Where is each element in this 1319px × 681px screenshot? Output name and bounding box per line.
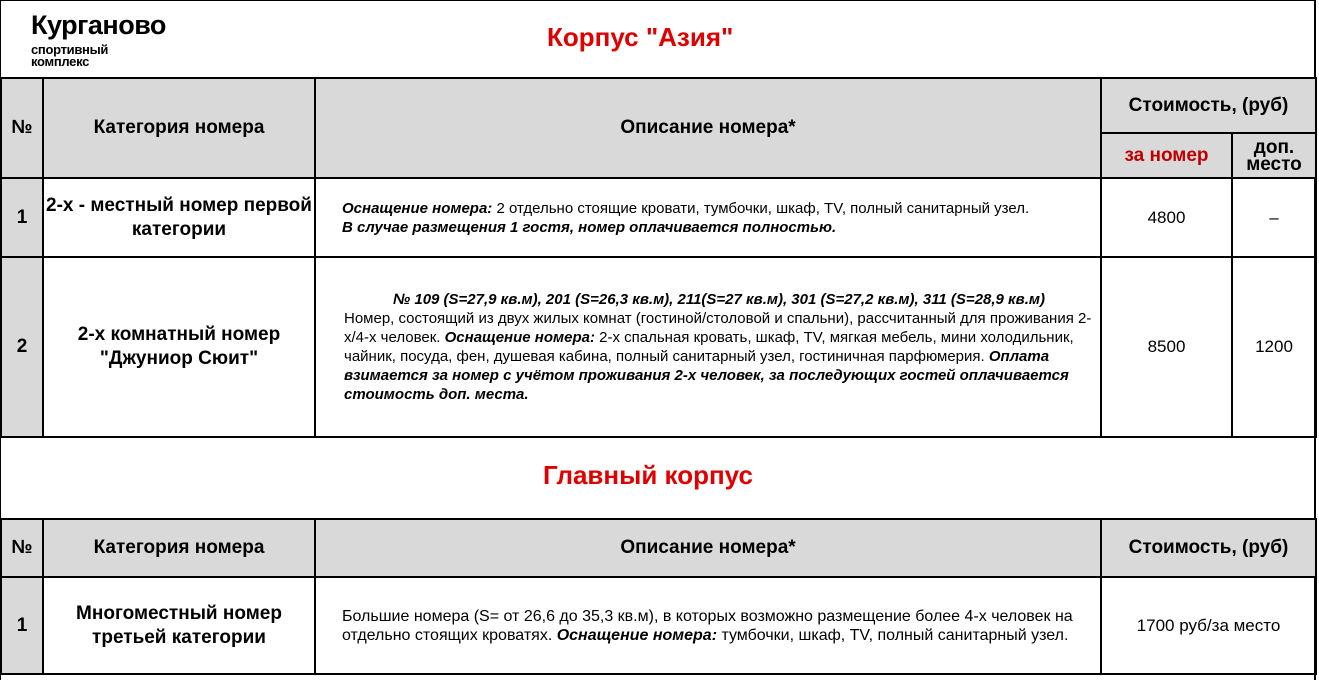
desc-bold: Оснащение номера: (342, 199, 493, 217)
section-title-main: Главный корпус (543, 460, 753, 490)
row-description (315, 178, 1101, 257)
desc-bold-note: В случае размещения 1 гостя, номер оплачивается полностью. (342, 218, 837, 236)
header-cost: Стоимость, (руб) (1101, 519, 1316, 577)
header-description: Описание номера* (315, 78, 1101, 178)
header-category: Категория номера (43, 519, 315, 577)
row-category: Многоместный номер третьей категории (43, 577, 315, 674)
desc-text: Номер, состоящий из двух жилых комнат (гостиной/столовой и спальни), рассчитанный для проживания 2-х/4-х человек. (344, 310, 1092, 346)
logo-name: Курганово (31, 10, 166, 40)
table-row (1, 577, 1316, 674)
row-num: 1 (1, 577, 43, 674)
desc-text-2: тумбочки, шкаф, TV, полный санитарный узел. (717, 626, 1069, 644)
logo-subtitle-2: комплекс (31, 54, 90, 69)
row-num: 2 (1, 257, 43, 437)
desc-text-2: 2-х спальная кровать, шкаф, TV, мягкая мебель, мини холодильник, чайник, посуда, фен, душевая кабина, полный санитарный узел, гостиничная парфюмерия. (344, 329, 1074, 365)
desc-text: Большие номера (S= от 26,6 до 35,3 кв.м), в которых возможно размещение более 4-х человек на отдельно стоящих кроватях. (342, 607, 1073, 644)
header-num: № (1, 519, 43, 577)
header-category: Категория номера (43, 78, 315, 178)
header-num: № (1, 78, 43, 178)
table-header-row (1, 519, 1316, 577)
table-row (1, 178, 1316, 257)
row-category: 2-х комнатный номер "Джуниор Сюит" (43, 257, 315, 437)
row-description (315, 577, 1101, 674)
section-title-asia: Корпус "Азия" (547, 22, 734, 52)
main-building-price-table (0, 518, 1317, 675)
row-price: 4800 (1101, 178, 1232, 257)
table-header-row (1, 78, 1316, 133)
row-extra: – (1232, 178, 1316, 257)
desc-room-numbers: № 109 (S=27,9 кв.м), 201 (S=26,3 кв.м), 211(S=27 кв.м), 301 (S=27,2 кв.м), 311 (S=28,9 кв.м) (393, 291, 1045, 308)
desc-bold: Оснащение номера: (444, 329, 595, 346)
desc-text: 2 отдельно стоящие кровати, тумбочки, шкаф, TV, полный санитарный узел. (492, 199, 1030, 217)
table-row (1, 257, 1316, 437)
row-price: 8500 (1101, 257, 1232, 437)
row-category: 2-х - местный номер первой категории (43, 178, 315, 257)
row-extra: 1200 (1232, 257, 1316, 437)
logo (31, 10, 166, 68)
row-price: 1700 руб/за место (1101, 577, 1316, 674)
header-cost: Стоимость, (руб) (1101, 78, 1316, 133)
header-per-room: за номер (1101, 133, 1232, 178)
header-extra-bed: доп. место (1232, 133, 1316, 178)
desc-bold-note: Оплата взимается за номер с учётом проживания 2-х человек, за последующих гостей оплачивается стоимость доп. места. (344, 348, 1069, 403)
asia-price-table (0, 77, 1317, 438)
row-description (315, 257, 1101, 437)
row-num: 1 (1, 178, 43, 257)
header-description: Описание номера* (315, 519, 1101, 577)
logo-subtitle-1: спортивный (31, 42, 109, 57)
desc-bold: Оснащение номера: (556, 626, 718, 644)
